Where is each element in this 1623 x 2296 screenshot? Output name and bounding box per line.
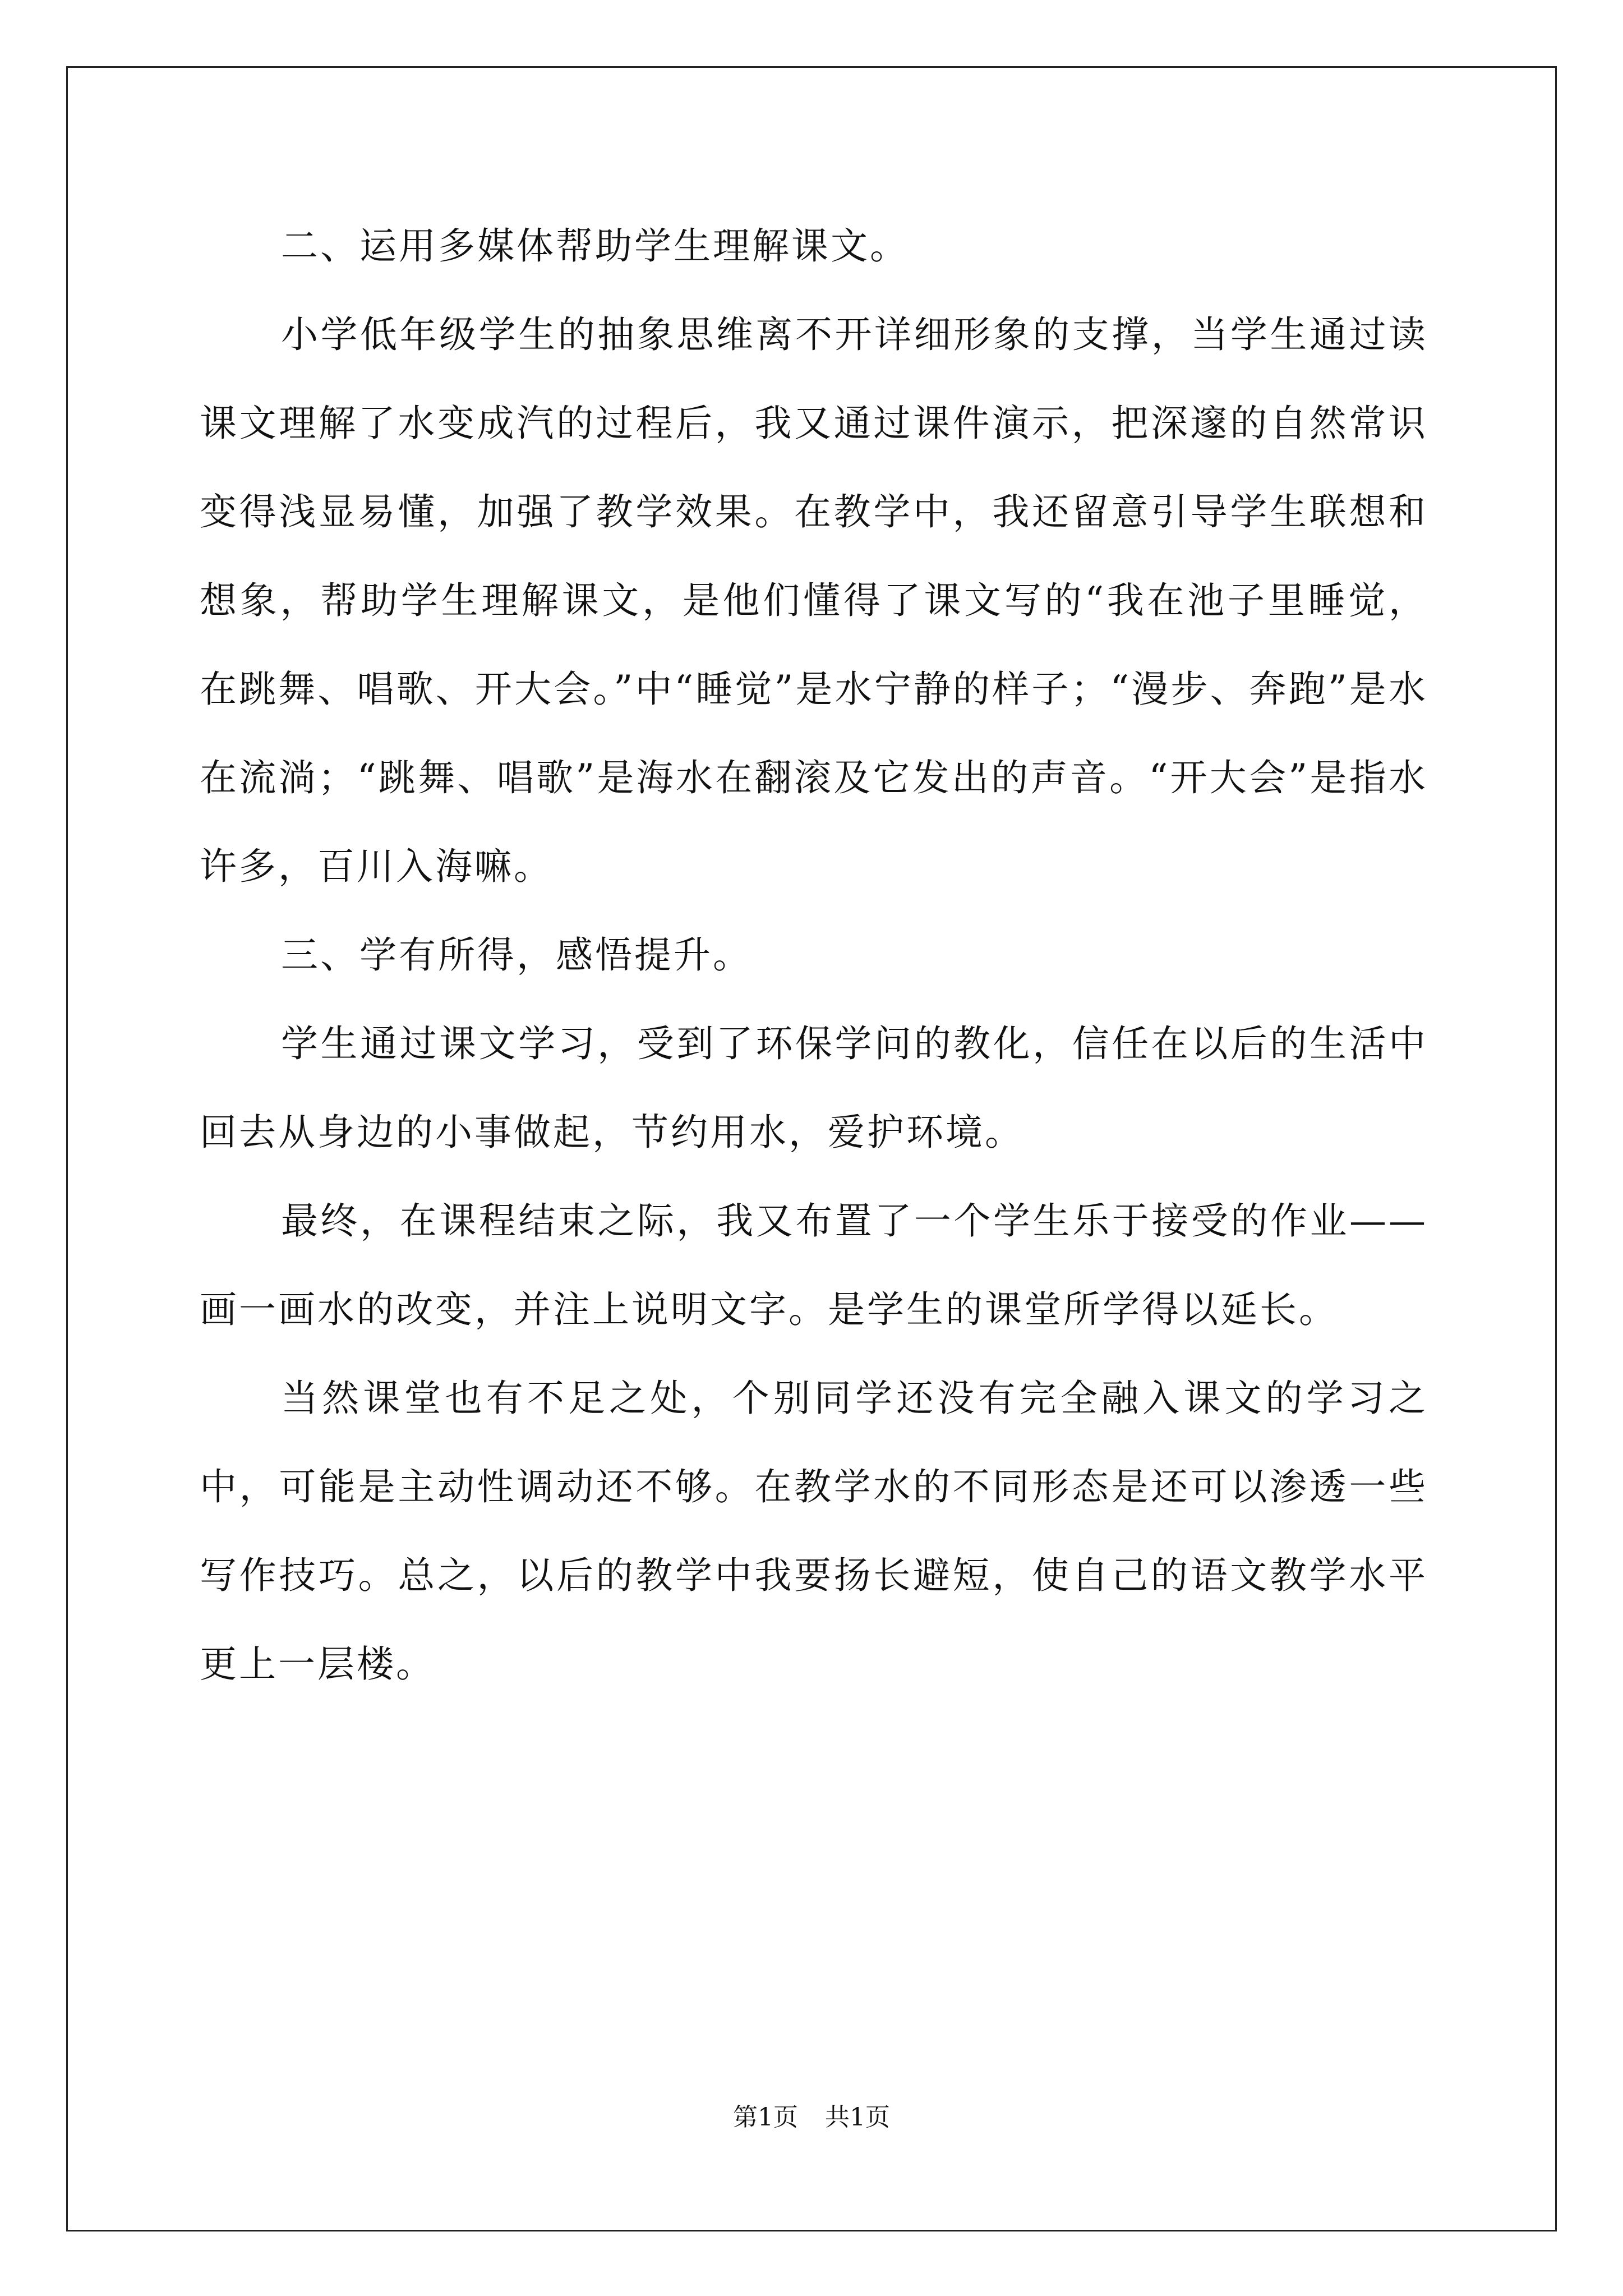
body-paragraph: 小学低年级学生的抽象思维离不开详细形象的支撑，当学生通过读课文理解了水变成汽的过程后，我又通过课件演示，把深邃的自然常识变得浅显易懂，加强了教学效果。在教学中，我还留意引导学生联想和想象，帮助学生理解课文，是他们懂得了课文写的“我在池子里睡觉，在跳舞、唱歌、开大会。”中“睡觉”是水宁静的样子；“漫步、奔跑”是水在流淌；“跳舞、唱歌”是海水在翻滚及它发出的声音。“开大会”是指水许多，百川入海嘛。	[200, 313, 1428, 888]
body-paragraph: 学生通过课文学习，受到了环保学问的教化，信任在以后的生活中回去从身边的小事做起，节约用水，爱护环境。	[200, 1022, 1428, 1154]
page-footer	[0, 2101, 1623, 2134]
document-body	[200, 202, 1428, 1709]
body-paragraph: 最终，在课程结束之际，我又布置了一个学生乐于接受的作业——画一画水的改变，并注上说明文字。是学生的课堂所学得以延长。	[200, 1199, 1428, 1331]
page-number: 第1页	[733, 2103, 798, 2132]
section-heading: 三、学有所得，感悟提升。	[281, 933, 752, 977]
body-paragraph: 当然课堂也有不足之处，个别同学还没有完全融入课文的学习之中，可能是主动性调动还不够。在教学水的不同形态是还可以渗透一些写作技巧。总之，以后的教学中我要扬长避短，使自己的语文教学水平更上一层楼。	[200, 1377, 1428, 1686]
page-total: 共1页	[825, 2103, 890, 2132]
section-heading: 二、运用多媒体帮助学生理解课文。	[281, 224, 909, 268]
